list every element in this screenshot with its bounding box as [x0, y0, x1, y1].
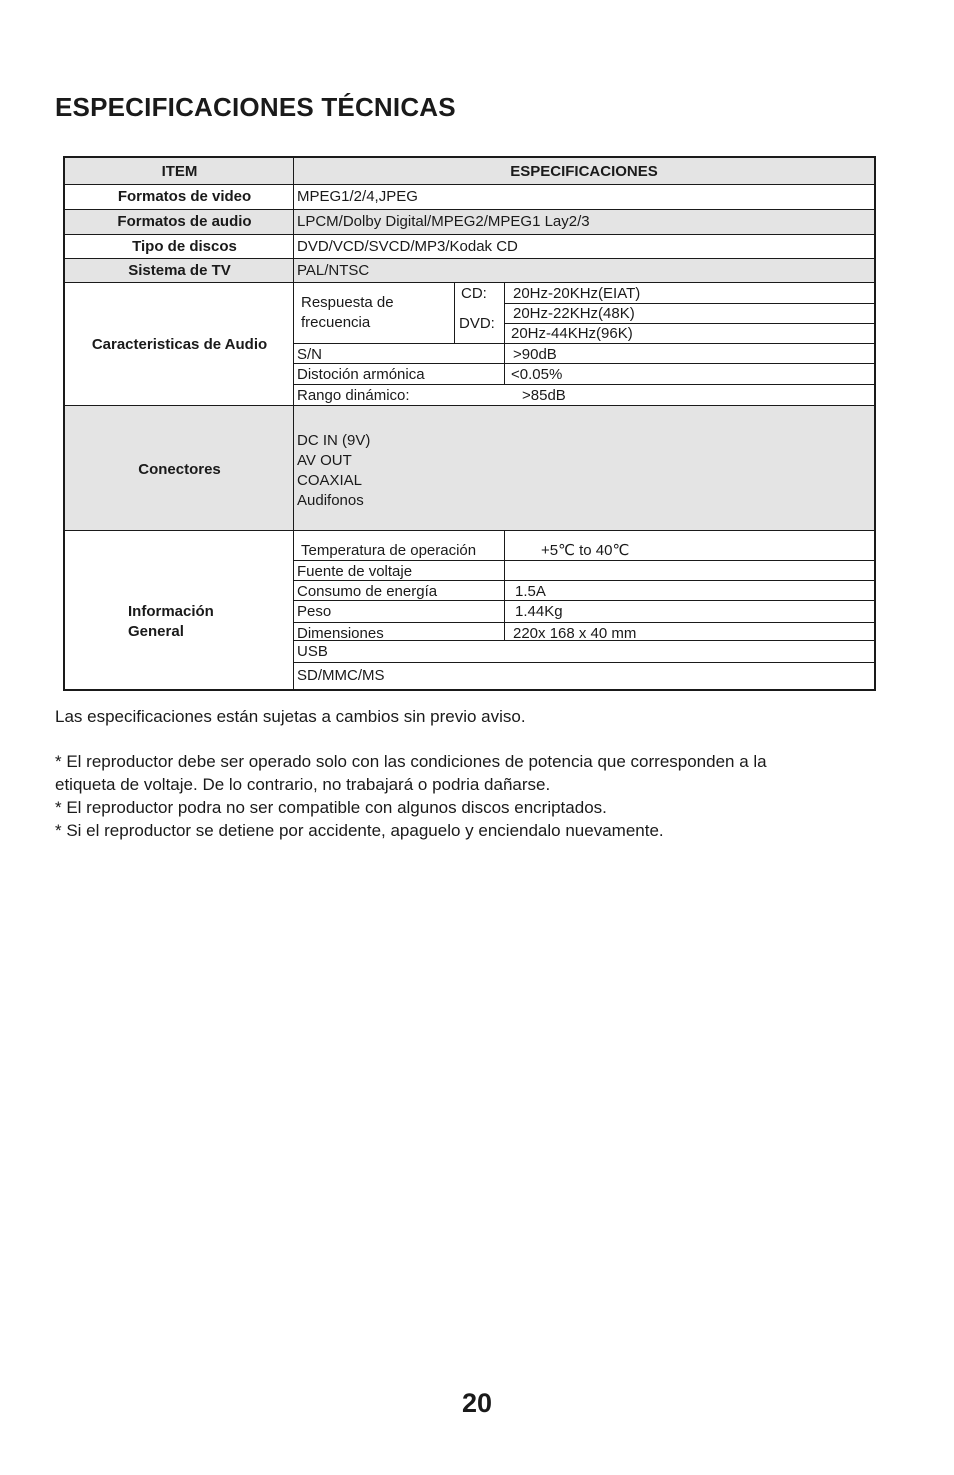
sub-divider	[504, 323, 874, 324]
frequency-response-label	[301, 294, 394, 331]
sn-label: S/N	[297, 346, 323, 363]
connector-item: COAXIAL	[297, 472, 363, 489]
row-divider	[65, 282, 874, 283]
header-specifications: ESPECIFICACIONES	[510, 163, 658, 180]
disc-type-value: DVD/VCD/SVCD/MP3/Kodak CD	[297, 238, 518, 255]
page-number: 20	[461, 1388, 493, 1418]
connectors-list	[297, 431, 370, 511]
general-info-label	[128, 602, 214, 642]
sub-divider	[294, 384, 874, 385]
sn-value: >90dB	[513, 346, 557, 363]
connector-item: Audifonos	[297, 492, 364, 509]
usb-label: USB	[297, 643, 328, 660]
dvd-value-96k: 20Hz-44KHz(96K)	[511, 325, 633, 342]
dimensions-value: 220x 168 x 40 mm	[513, 625, 637, 642]
weight-value: 1.44Kg	[515, 603, 563, 620]
video-format-label: Formatos de video	[117, 188, 252, 205]
row-divider	[65, 530, 874, 531]
power-consumption-value: 1.5A	[515, 583, 546, 600]
operating-temperature-value: +5℃ to 40℃	[541, 542, 630, 559]
specifications-table	[63, 156, 876, 691]
sub-divider	[294, 560, 874, 561]
row-divider	[65, 234, 874, 235]
row-divider	[65, 184, 874, 185]
dynamic-range-value: >85dB	[522, 387, 566, 404]
power-consumption-label: Consumo de energía	[297, 583, 438, 600]
dvd-value-48k: 20Hz-22KHz(48K)	[513, 305, 635, 322]
connector-item: AV OUT	[297, 452, 352, 469]
sub-divider	[294, 363, 874, 364]
column-divider	[454, 282, 455, 343]
tv-system-label: Sistema de TV	[128, 262, 231, 279]
disclaimer-text: Las especificaciones están sujetas a cambios sin previo aviso.	[55, 707, 526, 726]
weight-label: Peso	[297, 603, 332, 620]
row-divider	[65, 405, 874, 406]
connector-item: DC IN (9V)	[297, 432, 371, 449]
tv-system-value: PAL/NTSC	[297, 262, 370, 279]
distortion-value: <0.05%	[511, 366, 563, 383]
note-power-line2: etiqueta de voltaje. De lo contrario, no trabajará o podria dañarse.	[55, 775, 551, 794]
note-restart: * Si el reproductor se detiene por accidente, apaguelo y enciendalo nuevamente.	[55, 821, 664, 840]
note-compatibility: * El reproductor podra no ser compatible con algunos discos encriptados.	[55, 798, 607, 817]
cd-label: CD:	[461, 285, 487, 302]
column-divider	[504, 530, 505, 640]
power-source-label: Fuente de voltaje	[297, 563, 413, 580]
sub-divider	[294, 343, 874, 344]
note-power-line1: * El reproductor debe ser operado solo con las condiciones de potencia que corresponden a la	[55, 752, 767, 771]
dimensions-label: Dimensiones	[297, 625, 384, 642]
audio-format-value: LPCM/Dolby Digital/MPEG2/MPEG1 Lay2/3	[297, 213, 590, 230]
row-divider	[65, 209, 874, 210]
card-reader-label: SD/MMC/MS	[297, 667, 385, 684]
connectors-label: Conectores	[138, 461, 221, 478]
dynamic-range-label: Rango dinámico:	[297, 387, 410, 404]
column-divider	[504, 282, 505, 384]
general-info-line1: Información	[128, 603, 214, 620]
sub-divider	[294, 600, 874, 601]
sub-divider	[504, 303, 874, 304]
sub-divider	[294, 622, 874, 623]
notes-block	[55, 750, 895, 842]
audio-format-label: Formatos de audio	[117, 213, 252, 230]
dvd-label: DVD:	[459, 315, 495, 332]
cd-value: 20Hz-20KHz(EIAT)	[513, 285, 641, 302]
disc-type-label: Tipo de discos	[132, 238, 237, 255]
sub-divider	[294, 662, 874, 663]
audio-characteristics-label: Caracteristicas de Audio	[91, 336, 268, 353]
distortion-label: Distoción armónica	[297, 366, 425, 383]
page-title: ESPECIFICACIONES TÉCNICAS	[55, 92, 456, 122]
frequency-response-line1: Respuesta de	[301, 294, 394, 311]
operating-temperature-label: Temperatura de operación	[301, 542, 477, 559]
header-item: ITEM	[161, 163, 198, 180]
frequency-response-line2: frecuencia	[301, 314, 371, 331]
sub-divider	[294, 580, 874, 581]
row-divider	[65, 258, 874, 259]
general-info-line2: General	[128, 623, 184, 640]
video-format-value: MPEG1/2/4,JPEG	[297, 188, 418, 205]
